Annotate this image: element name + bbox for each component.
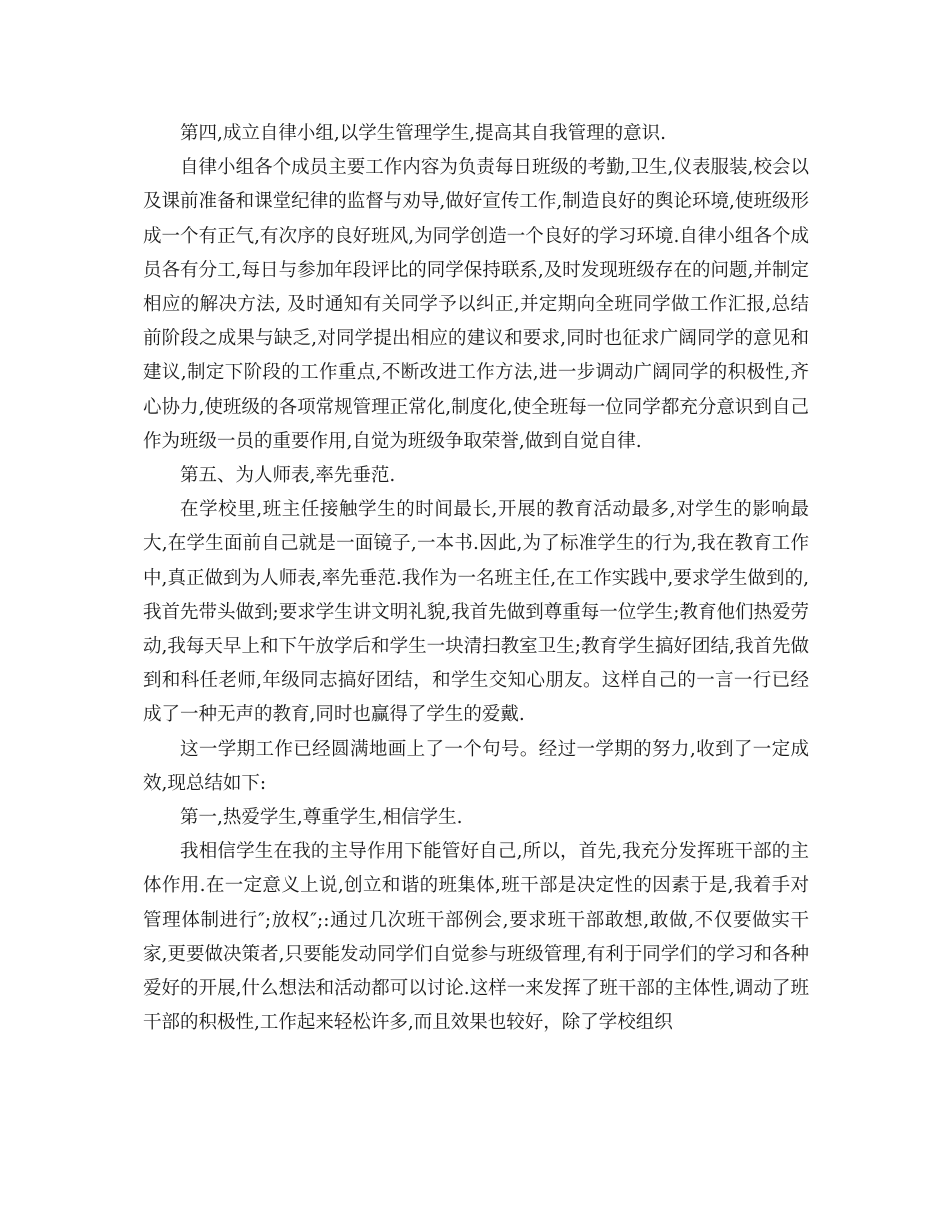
paragraph: 我相信学生在我的主导作用下能管好自己,所以，首先,我充分发挥班干部的主体作用.在一定意义上说,创立和谐的班集体,班干部是决定性的因素于是,我着手对管理体制进行″;放权″;:通过几次班干部例会,要求班干部敢想,敢做,不仅要做实干家,更要做决策者,只要能发动同学们自觉参与班级管理,有利于同学们的学习和各种爱好的开展,什么想法和活动都可以讨论.这样一来发挥了班干部的主体性,调动了班干部的积极性,工作起来轻松许多,而且效果也较好，除了学校组织 <box>143 841 809 1034</box>
document-body <box>143 117 809 1040</box>
paragraph: 自律小组各个成员主要工作内容为负责每日班级的考勤,卫生,仪表服装,校会以及课前准备和课堂纪律的监督与劝导,做好宣传工作,制造良好的舆论环境,使班级形成一个有正气,有次序的良好班风,为同学创造一个良好的学习环境.自律小组各个成员各有分工,每日与参加年段评比的同学保持联系,及时发现班级存在的问题,并制定相应的解决方法, 及时通知有关同学予以纠正,并定期向全班同学做工作汇报,总结前阶段之成果与缺乏,对同学提出相应的建议和要求,同时也征求广阔同学的意见和建议,制定下阶段的工作重点,不断改进工作方法,进一步调动广阔同学的积极性,齐心协力,使班级的各项常规管理正常化,制度化,使全班每一位同学都充分意识到自己作为班级一员的重要作用,自觉为班级争取荣誉,做到自觉自律. <box>143 157 809 452</box>
paragraph: 在学校里,班主任接触学生的时间最长,开展的教育活动最多,对学生的影响最大,在学生面前自己就是一面镜子,一本书.因此,为了标准学生的行为,我在教育工作中,真正做到为人师表,率先垂范.我作为一名班主任,在工作实践中,要求学生做到的,我首先带头做到;要求学生讲文明礼貌,我首先做到尊重每一位学生;教育他们热爱劳动,我每天早上和下午放学后和学生一块清扫教室卫生;教育学生搞好团结,我首先做到和科任老师,年级同志搞好团结，和学生交知心朋友。这样自己的一言一行已经成了一种无声的教育,同时也赢得了学生的爱戴. <box>143 499 809 726</box>
paragraph-heading-5: 第五、为人师表,率先垂范. <box>180 465 396 487</box>
paragraph: 这一学期工作已经圆满地画上了一个句号。经过一学期的努力,收到了一定成效,现总结如下: <box>143 738 809 794</box>
paragraph-heading-1: 第一,热爱学生,尊重学生,相信学生. <box>180 807 463 829</box>
paragraph-heading-4: 第四,成立自律小组,以学生管理学生,提高其自我管理的意识. <box>180 123 667 144</box>
